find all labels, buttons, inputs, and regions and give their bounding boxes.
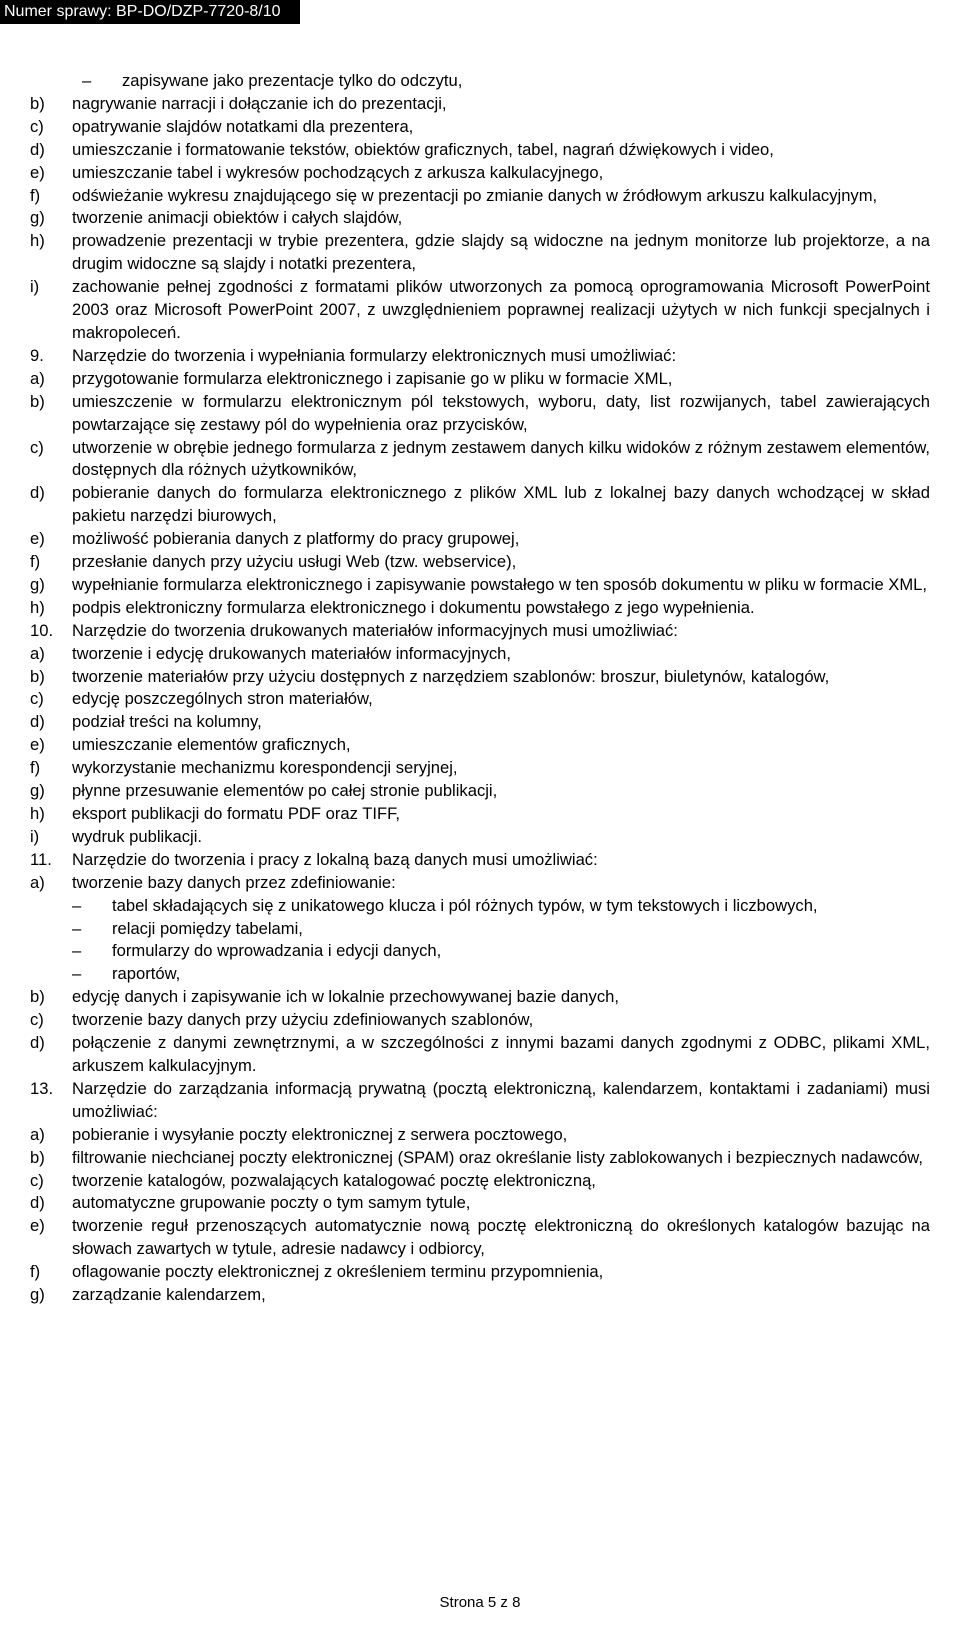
section-heading <box>30 345 930 368</box>
list-item <box>30 1192 930 1215</box>
list-item <box>30 551 930 574</box>
list-item <box>30 528 930 551</box>
list-marker: 13. <box>30 1078 54 1098</box>
list-item <box>30 1215 930 1261</box>
list-marker: e) <box>30 1216 45 1236</box>
list-item <box>30 1261 930 1284</box>
list-marker: – <box>72 918 82 938</box>
list-item-text: podział treści na kolumny, <box>72 712 262 732</box>
list-marker: i) <box>30 277 40 297</box>
list-item <box>30 1147 930 1170</box>
list-item <box>30 162 930 185</box>
list-item <box>30 757 930 780</box>
list-marker: g) <box>30 1285 45 1305</box>
list-marker: f) <box>30 1262 41 1282</box>
list-marker: d) <box>30 1193 45 1213</box>
list-marker: a) <box>30 1124 45 1144</box>
list-item <box>30 963 930 986</box>
list-item-text: Narzędzie do zarządzania informacją prywatną (pocztą elektroniczną, kalendarzem, kontaktami i zadaniami) musi umożliwiać: <box>72 1078 930 1121</box>
list-marker: c) <box>30 116 44 136</box>
list-item <box>30 437 930 483</box>
list-marker: a) <box>30 643 45 663</box>
list-marker: – <box>72 941 82 961</box>
list-item <box>30 918 930 941</box>
list-marker: – <box>82 71 92 90</box>
list-item-text: przesłanie danych przy użyciu usługi Web (tzw. webservice), <box>72 552 517 572</box>
list-marker: 10. <box>30 620 54 640</box>
list-item-text: edycję danych i zapisywanie ich w lokalnie przechowywanej bazie danych, <box>72 987 619 1007</box>
list-item-text: prowadzenie prezentacji w trybie prezentera, gdzie slajdy są widoczne na jednym monitorze lub projektorze, a na drugim widoczne są slajdy i notatki prezentera, <box>72 231 930 274</box>
list-marker: 11. <box>30 849 52 869</box>
list-marker: c) <box>30 1170 44 1190</box>
list-marker: g) <box>30 208 45 228</box>
list-marker: h) <box>30 804 45 823</box>
list-item-text: wykorzystanie mechanizmu korespondencji seryjnej, <box>72 758 458 778</box>
list-item-text: opatrywanie slajdów notatkami dla prezentera, <box>72 116 414 136</box>
list-marker: f) <box>30 552 41 572</box>
list-item-text: umieszczenie w formularzu elektronicznym pól tekstowych, wyboru, daty, list rozwijanych, tabel zawierających powtarzające się zestawy pól do wypełnienia oraz przycisków, <box>72 391 930 434</box>
list-item-text: Narzędzie do tworzenia i pracy z lokalną bazą danych musi umożliwiać: <box>72 849 598 869</box>
list-marker: e) <box>30 735 45 755</box>
list-item <box>30 643 930 666</box>
list-item <box>30 93 930 116</box>
list-item-text: umieszczanie i formatowanie tekstów, obiektów graficznych, tabel, nagrań dźwiękowych i video, <box>72 139 774 159</box>
list-item-text: formularzy do wprowadzania i edycji danych, <box>112 941 442 961</box>
list-marker: h) <box>30 597 45 617</box>
list-item <box>30 368 930 391</box>
list-item-text: tworzenie katalogów, pozwalających katalogować pocztę elektroniczną, <box>72 1170 596 1190</box>
list-item <box>30 391 930 437</box>
list-item <box>30 574 930 597</box>
list-item-text: umieszczanie elementów graficznych, <box>72 735 351 755</box>
list-item-text: zapisywane jako prezentacje tylko do odczytu, <box>122 71 463 90</box>
list-item <box>30 597 930 620</box>
list-item <box>30 780 930 803</box>
list-marker: b) <box>30 987 45 1007</box>
document-body <box>30 70 930 1307</box>
list-item-text: tworzenie materiałów przy użyciu dostępnych z narzędziem szablonów: broszur, biuletynów, katalogów, <box>72 666 830 686</box>
section-heading <box>30 620 930 643</box>
list-item-text: tworzenie i edycję drukowanych materiałów informacyjnych, <box>72 643 511 663</box>
list-item-text: edycję poszczególnych stron materiałów, <box>72 689 373 709</box>
list-item-text: zarządzanie kalendarzem, <box>72 1285 266 1305</box>
list-item <box>30 230 930 276</box>
list-marker: b) <box>30 1147 45 1167</box>
list-marker: g) <box>30 781 45 801</box>
list-item-text: tworzenie bazy danych przez zdefiniowanie: <box>72 872 396 892</box>
list-marker: i) <box>30 826 40 846</box>
list-item-text: odświeżanie wykresu znajdującego się w prezentacji po zmianie danych w źródłowym arkuszu kalkulacyjnym, <box>72 185 878 205</box>
section-heading <box>30 1078 930 1124</box>
list-marker: f) <box>30 758 41 778</box>
page-number: Strona 5 z 8 <box>439 1594 521 1611</box>
list-item <box>30 185 930 208</box>
list-item <box>30 1009 930 1032</box>
list-marker: 9. <box>30 345 44 365</box>
list-item <box>30 666 930 689</box>
list-item-text: możliwość pobierania danych z platformy do pracy grupowej, <box>72 529 520 549</box>
list-item-text: raportów, <box>112 964 181 984</box>
list-item <box>30 482 930 528</box>
list-marker: e) <box>30 529 45 549</box>
list-marker: d) <box>30 483 45 503</box>
list-item <box>30 711 930 734</box>
list-item-text: podpis elektroniczny formularza elektronicznego i dokumentu powstałego z jego wypełnienia. <box>72 597 755 617</box>
list-marker: h) <box>30 231 45 251</box>
list-marker: c) <box>30 689 44 709</box>
list-item <box>30 1170 930 1193</box>
list-item <box>30 1124 930 1147</box>
list-item <box>30 940 930 963</box>
list-item-text: tworzenie animacji obiektów i całych slajdów, <box>72 208 403 228</box>
list-marker: a) <box>30 872 45 892</box>
list-item <box>30 1032 930 1078</box>
list-marker: e) <box>30 162 45 182</box>
list-item-text: pobieranie i wysyłanie poczty elektronicznej z serwera pocztowego, <box>72 1124 568 1144</box>
list-item <box>30 1284 930 1307</box>
list-marker: c) <box>30 1010 44 1030</box>
list-item <box>30 688 930 711</box>
list-item <box>30 207 930 230</box>
list-item <box>30 70 930 93</box>
list-item-text: tworzenie bazy danych przy użyciu zdefiniowanych szablonów, <box>72 1010 534 1030</box>
list-item-text: Narzędzie do tworzenia i wypełniania formularzy elektronicznych musi umożliwiać: <box>72 345 677 365</box>
list-item-text: umieszczanie tabel i wykresów pochodzących z arkusza kalkulacyjnego, <box>72 162 604 182</box>
list-item <box>30 803 930 826</box>
list-item <box>30 139 930 162</box>
list-item <box>30 116 930 139</box>
list-item <box>30 826 930 849</box>
list-marker: a) <box>30 368 45 388</box>
list-marker: – <box>72 964 82 984</box>
list-item <box>30 276 930 345</box>
list-marker: g) <box>30 574 45 594</box>
list-marker: b) <box>30 391 45 411</box>
list-marker: c) <box>30 437 44 457</box>
list-item-text: relacji pomiędzy tabelami, <box>112 918 303 938</box>
list-item-text: wydruk publikacji. <box>72 826 203 846</box>
list-item <box>30 986 930 1009</box>
list-item-text: tabel składających się z unikatowego klucza i pól różnych typów, w tym tekstowych i liczbowych, <box>112 895 818 915</box>
list-item-text: nagrywanie narracji i dołączanie ich do prezentacji, <box>72 93 447 113</box>
list-marker: b) <box>30 93 45 113</box>
list-item-text: płynne przesuwanie elementów po całej stronie publikacji, <box>72 781 498 801</box>
list-marker: – <box>72 895 82 915</box>
list-item-text: wypełnianie formularza elektronicznego i zapisywanie powstałego w ten sposób dokumentu w pliku w formacie XML, <box>72 574 928 594</box>
case-number-header: Numer sprawy: BP-DO/DZP-7720-8/10 <box>0 0 300 24</box>
list-item-text: eksport publikacji do formatu PDF oraz TIFF, <box>72 804 401 823</box>
list-marker: d) <box>30 1033 45 1053</box>
list-item <box>30 734 930 757</box>
list-marker: b) <box>30 666 45 686</box>
list-item-text: zachowanie pełnej zgodności z formatami plików utworzonych za pomocą oprogramowania Microsoft PowerPoint 2003 oraz Microsoft PowerPoint 2007, z uwzględnieniem poprawnej realizacji użytych w nich funkcji specjalnych i makropoleceń. <box>72 277 930 342</box>
list-marker: d) <box>30 712 45 732</box>
section-heading <box>30 849 930 872</box>
list-item-text: oflagowanie poczty elektronicznej z określeniem terminu przypomnienia, <box>72 1262 604 1282</box>
list-marker: d) <box>30 139 45 159</box>
list-item <box>30 872 930 895</box>
list-item-text: filtrowanie niechcianej poczty elektronicznej (SPAM) oraz określanie listy zablokowanych i bezpiecznych nadawców, <box>72 1147 923 1167</box>
list-item-text: przygotowanie formularza elektronicznego i zapisanie go w pliku w formacie XML, <box>72 368 673 388</box>
list-marker: f) <box>30 185 41 205</box>
list-item-text: pobieranie danych do formularza elektronicznego z plików XML lub z lokalnej bazy danych wchodzącej w skład pakietu narzędzi biurowych, <box>72 483 930 526</box>
list-item-text: automatyczne grupowanie poczty o tym samym tytule, <box>72 1193 471 1213</box>
list-item-text: Narzędzie do tworzenia drukowanych materiałów informacyjnych musi umożliwiać: <box>72 620 678 640</box>
list-item <box>30 895 930 918</box>
list-item-text: tworzenie reguł przenoszących automatycznie nową pocztę elektroniczną do określonych katalogów bazując na słowach zawartych w tytule, adresie nadawcy i odbiorcy, <box>72 1216 930 1259</box>
list-item-text: utworzenie w obrębie jednego formularza z jednym zestawem danych kilku widoków z różnym zestawem elementów, dostępnych dla różnych użytkowników, <box>72 437 930 480</box>
list-item-text: połączenie z danymi zewnętrznymi, a w szczególności z innymi bazami danych zgodnymi z ODBC, plikami XML, arkuszem kalkulacyjnym. <box>72 1033 930 1075</box>
